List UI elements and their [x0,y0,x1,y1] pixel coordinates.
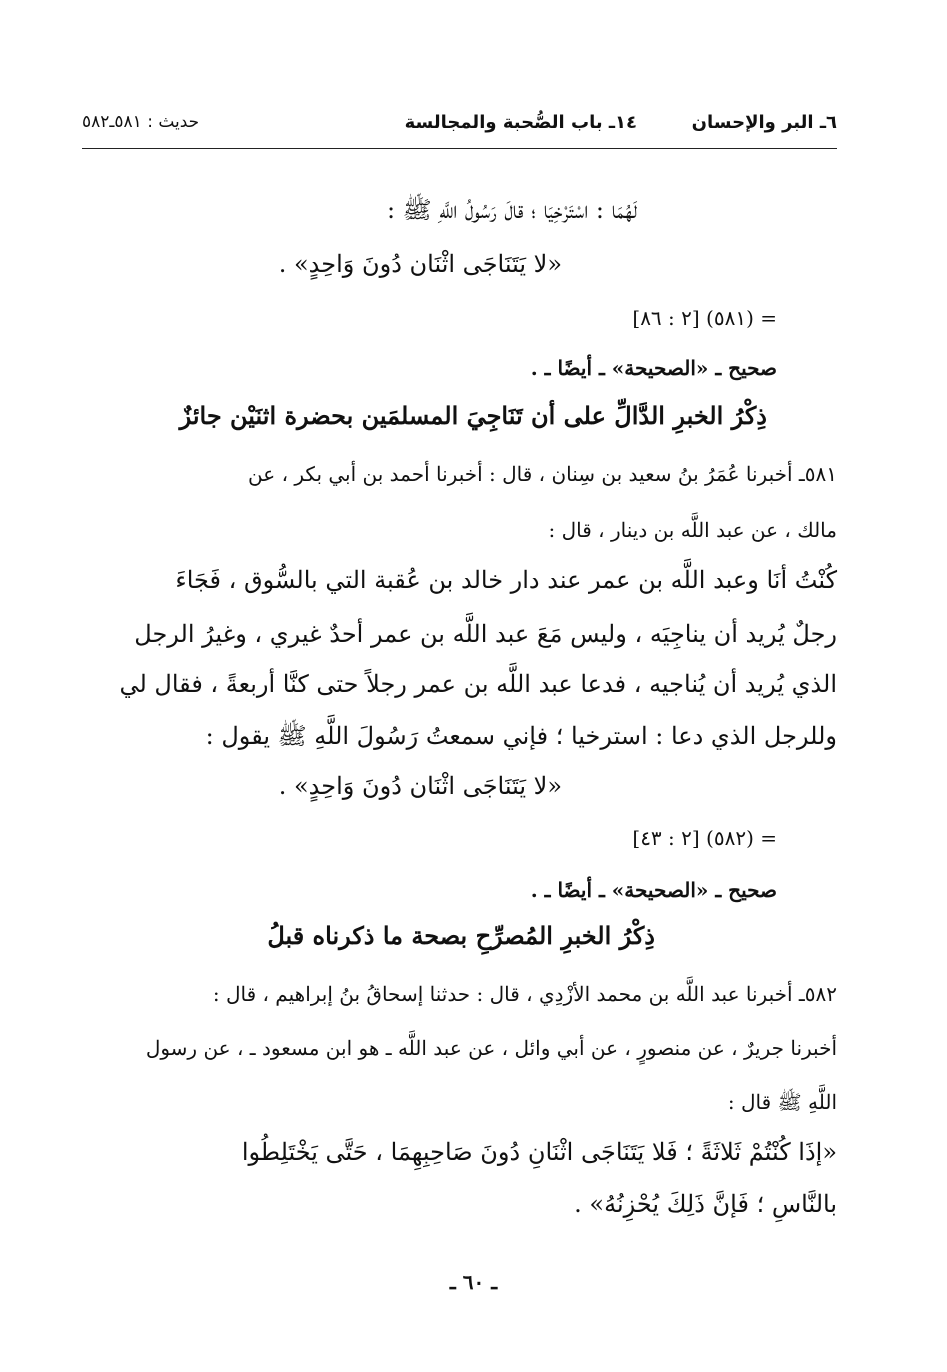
quote-line: «لا يَتَنَاجَى اثْنَان دُونَ وَاحِدٍ» . [278,772,562,800]
section-heading: ذِكْرُ الخبرِ المُصرِّحِ بصحة ما ذكرناه قبلُ [267,921,655,950]
matn-line: رجلٌ يُريد أن يناجِيَه ، وليس مَعَ عبد اللَّه بن عمر أحدٌ غيري ، وغيرُ الرجل [134,620,837,648]
quote-line: بالنَّاسِ ؛ فَإنَّ ذَلِكَ يُحْزِنُهُ» . [574,1190,837,1218]
matn-line: وللرجل الذي دعا : استرخيا ؛ فإني سمعتُ رَسُولَ اللَّهِ ﷺ يقول : [205,722,837,750]
quote-line: «لا يَتَنَاجَى اثْنَان دُونَ وَاحِدٍ» . [278,250,562,278]
running-header [82,112,837,140]
isnad-line: ٥٨١ـ أخبرنا عُمَرُ بنُ سعيد بن سِنان ، قال : أخبرنا أحمد بن أبي بكر ، عن [248,462,837,486]
isnad-line: ٥٨٢ـ أخبرنا عبد اللَّه بن محمد الأزْدِي ، قال : حدثنا إسحاقُ بنُ إبراهيم ، قال : [212,982,837,1006]
matn-line: كُنْتُ أنَا وعبد اللَّه بن عمر عند دار خالد بن عُقبة التي بالسُّوق ، فَجَاءَ [175,566,837,594]
page-number: ـ ٦٠ ـ [449,1270,498,1294]
header-chapter-title: ١٤ـ باب الصُّحبة والمجالسة [404,112,637,133]
reference-line: = (٥٨٢) [٢ : ٤٣] [632,826,777,850]
text-line: لَهُمَا : اسْتَرْخِيَا ؛ قالَ رَسُولُ اللَّهِ ﷺ : [386,196,637,224]
header-hadith-range: حديث : ٥٨١ـ٥٨٢ [82,112,200,132]
isnad-line: مالك ، عن عبد اللَّه بن دينار ، قال : [548,518,837,542]
quote-line: «إذَا كُنْتُمْ ثَلاثَةً ؛ فَلا يَتَنَاجَى اثْنَانِ دُونَ صَاحِبِهِمَا ، حَتَّى يَخْتَلِطُوا [241,1138,837,1166]
matn-line: الذي يُريد أن يُناجيه ، فدعا عبد اللَّه بن عمر رجلاً حتى كنَّا أربعةً ، فقال لي [119,670,837,698]
header-book-title: ٦ـ البر والإحسان [691,112,837,133]
header-divider [82,148,837,149]
isnad-line: أخبرنا جريرٌ ، عن منصورٍ ، عن أبي وائل ، عن عبد اللَّه ـ هو ابن مسعود ـ ، عن رسول [145,1036,837,1060]
grading-line: صحيح ـ «الصحيحة» ـ أيضًا ـ . [530,356,777,380]
grading-line: صحيح ـ «الصحيحة» ـ أيضًا ـ . [530,878,777,902]
isnad-line: اللَّهِ ﷺ قال : [727,1090,837,1114]
reference-line: = (٥٨١) [٢ : ٨٦] [632,306,777,330]
section-heading: ذِكْرُ الخبرِ الدَّالِّ على أن تَنَاجِيَ المسلمَين بحضرة اثنَيْن جائزٌ [179,401,767,430]
